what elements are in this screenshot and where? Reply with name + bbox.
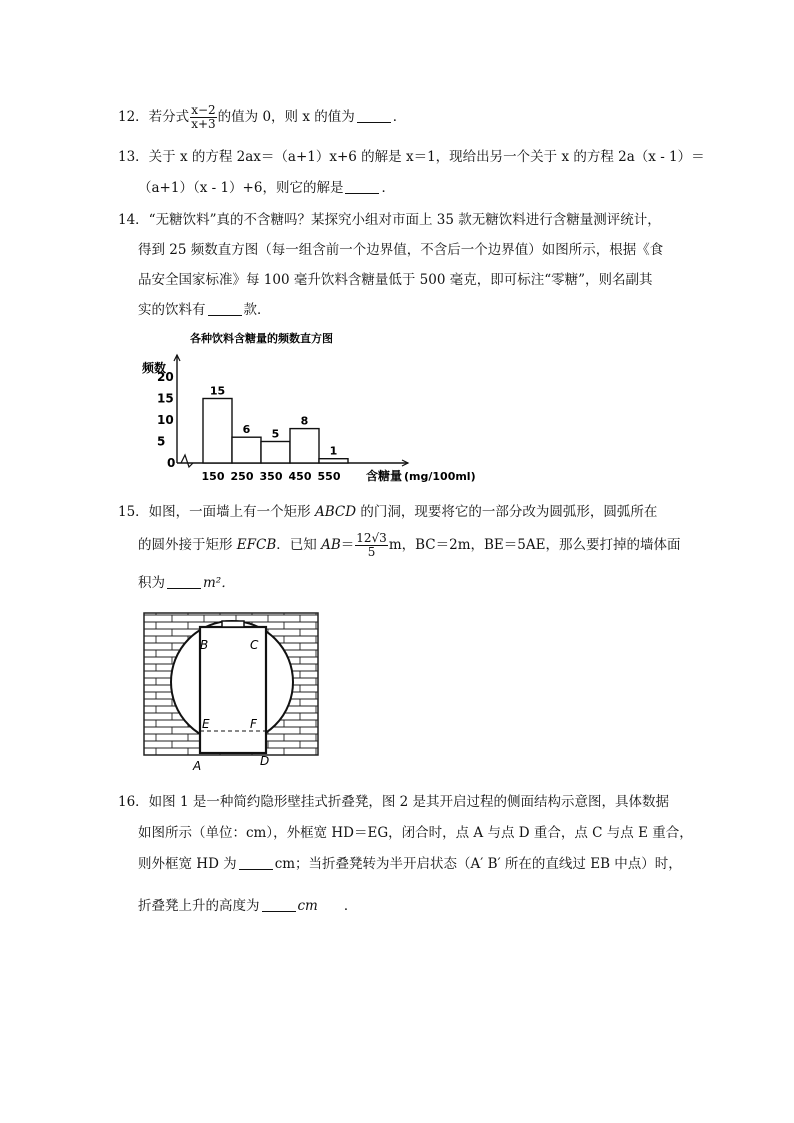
label-b: B <box>200 638 209 652</box>
q15-line-1-text: 15．如图，一面墙上有一个矩形 <box>118 504 315 520</box>
label-d: D <box>260 754 270 768</box>
q14-line-1: 14．“无糖饮料”真的不含糖吗？某探究小组对市面上 35 款无糖饮料进行含糖量测评统计， <box>118 212 661 228</box>
q16-line-3-text: 则外框宽 HD 为 <box>138 856 237 872</box>
q16-line-3-text-2: cm；当折叠凳转为半开启状态（A′ B′ 所在的直线过 EB 中点）时， <box>274 856 682 872</box>
q15-unit: m²． <box>203 575 235 591</box>
q12-fraction-numerator: x−2 <box>191 103 216 117</box>
door-top-notch <box>222 621 244 627</box>
label-e: E <box>202 717 210 731</box>
q14-line-2: 得到 25 频数直方图（每一组含前一个边界值，不含后一个边界值）如图所示，根据《食 <box>138 242 664 258</box>
q14-answer-blank[interactable] <box>208 301 242 316</box>
histogram-marks <box>157 355 408 483</box>
q13-line-2-text: （a+1）（x - 1）+6，则它的解是 <box>138 180 344 196</box>
q15-line-1 <box>118 500 657 520</box>
q15-ab: AB <box>321 537 341 553</box>
q15-line-1-text-2: 的门洞，现要将它的一部分改为圆弧形，圆弧所在 <box>356 504 658 520</box>
q13-answer-blank[interactable] <box>345 179 379 194</box>
x-tick-label: 550 <box>317 470 341 483</box>
q15-rect-abcd: ABCD <box>314 504 357 520</box>
y-tick-label: 10 <box>157 413 174 427</box>
q16-answer-blank-2[interactable] <box>262 897 296 912</box>
q15-answer-blank[interactable] <box>167 574 201 589</box>
q12-text: 的值为 0，则 x 的值为 <box>217 109 355 125</box>
label-a: A <box>193 759 202 773</box>
y-tick-label: 0 <box>167 456 176 470</box>
x-tick-label: 450 <box>288 470 312 483</box>
bar-value-label: 1 <box>329 444 338 458</box>
q14-line-4-text: 实的饮料有 <box>138 302 206 318</box>
chart-xunit: (mg/100ml) <box>404 470 476 483</box>
q12-fraction <box>190 104 216 131</box>
axis-break-mark <box>181 455 193 467</box>
histogram-bar <box>290 429 319 463</box>
sugar-histogram <box>140 325 480 490</box>
q15-fraction-numerator: 12√3 <box>356 531 387 545</box>
histogram-bar <box>319 459 348 463</box>
x-tick-label: 250 <box>230 470 254 483</box>
wall-door-figure <box>140 608 325 773</box>
q13-line-2 <box>138 176 395 196</box>
q15-line-2-text: 的圆外接于矩形 <box>138 537 237 553</box>
bar-value-label: 15 <box>209 384 226 398</box>
q12-end: ． <box>392 109 407 125</box>
y-tick-label: 5 <box>157 434 166 449</box>
histogram-bar <box>203 399 232 464</box>
bar-value-label: 5 <box>271 427 280 441</box>
q16-line-3 <box>138 852 682 872</box>
histogram-bar <box>232 437 261 463</box>
chart-xlabel: 含糖量 <box>366 469 403 483</box>
q14-line-3: 品安全国家标准》每 100 毫升饮料含糖量低于 500 毫克，即可标注“零糖”，则名副其 <box>138 272 653 288</box>
q16-end: ． <box>343 898 358 914</box>
bar-value-label: 6 <box>242 423 251 437</box>
q15-line-2-text-2: m，BC＝2m，BE＝5AE，那么要打掉的墙体面 <box>388 537 681 553</box>
q15-eq: ＝ <box>340 537 355 553</box>
chart-title: 各种饮料含糖量的频数直方图 <box>190 332 333 345</box>
q16-line-2: 如图所示（单位：cm），外框宽 HD＝EG，闭合时，点 A 与点 D 重合，点 C 与点 E 重合， <box>138 825 693 841</box>
chart-ylabel: 频数 <box>142 361 167 375</box>
q15-line-3 <box>138 571 235 591</box>
q15-fraction <box>355 532 388 559</box>
bar-value-label: 8 <box>300 414 309 428</box>
q16-line-1: 16．如图 1 是一种简约隐形壁挂式折叠凳，图 2 是其开启过程的侧面结构示意图，具体数据 <box>118 794 670 810</box>
q14-end: 款． <box>243 302 271 318</box>
q15-fraction-denominator: 5 <box>367 545 376 559</box>
q15-rect-efcb: EFCB <box>236 537 277 553</box>
q13-line-1: 13．关于 x 的方程 2ax＝（a+1）x+6 的解是 x＝1，现给出另一个关于 x 的方程 2a（x - 1）＝ <box>118 149 705 165</box>
y-tick-label: 15 <box>157 391 174 406</box>
q15-line-3-text: 积为 <box>138 575 165 591</box>
q12-fraction-denominator: x+3 <box>191 117 216 131</box>
q15-line-2 <box>138 532 680 559</box>
q12-answer-blank[interactable] <box>357 108 391 123</box>
q16-answer-blank-1[interactable] <box>239 855 273 870</box>
q16-line-4 <box>138 894 357 914</box>
q14-line-4 <box>138 298 271 318</box>
q16-unit: cm <box>297 898 318 914</box>
x-tick-label: 350 <box>259 470 283 483</box>
q15-line-2-mid: ．已知 <box>276 537 322 553</box>
question-12 <box>118 104 406 131</box>
label-c: C <box>250 638 259 652</box>
q13-end: ． <box>381 180 395 196</box>
y-tick-label: 20 <box>157 370 174 384</box>
q12-prefix: 12．若分式 <box>118 109 190 125</box>
label-f: F <box>250 717 257 731</box>
q16-line-4-text: 折叠凳上升的高度为 <box>138 898 260 914</box>
x-tick-label: 150 <box>201 470 225 483</box>
histogram-bar <box>261 442 290 464</box>
